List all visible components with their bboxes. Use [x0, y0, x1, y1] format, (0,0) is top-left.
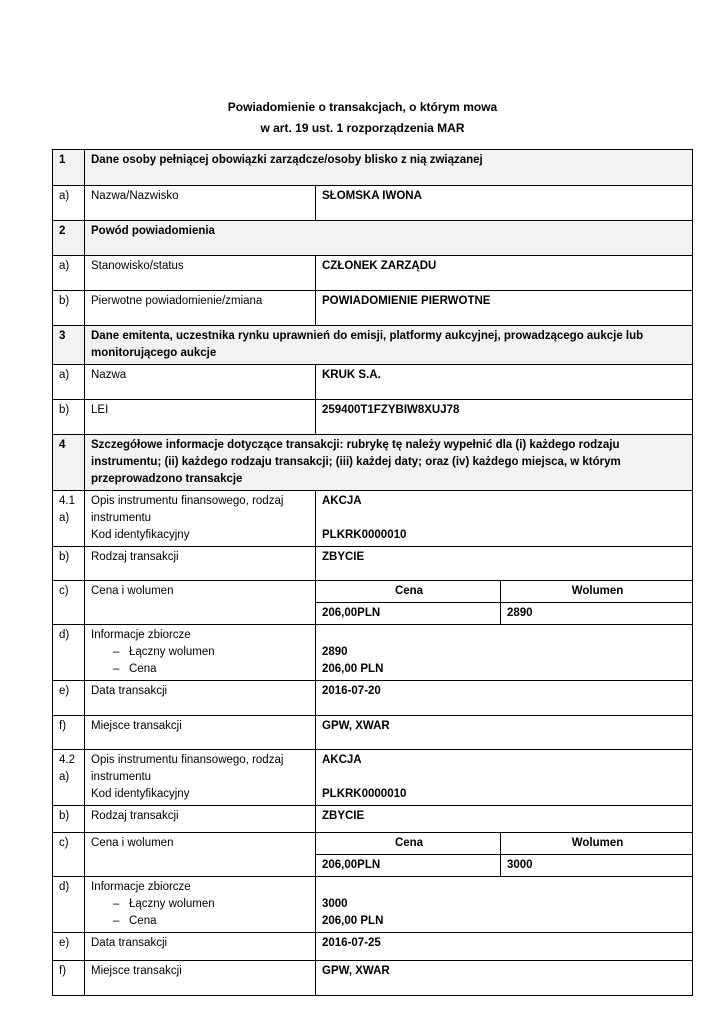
field-value: 2016-07-25 — [316, 933, 693, 961]
section-number: 4 — [53, 435, 85, 491]
section-heading: Powód powiadomienia — [85, 221, 693, 256]
row-name — [53, 186, 693, 221]
tx1-price-volume-header — [53, 581, 693, 603]
field-label: Rodzaj transakcji — [85, 806, 316, 833]
row-issuer-name — [53, 365, 693, 400]
doc-title-line-2: w art. 19 ust. 1 rozporządzenia MAR — [260, 121, 465, 135]
tx1-aggregated-row — [53, 625, 693, 681]
row-key: f) — [53, 716, 85, 750]
field-label: Stanowisko/status — [85, 256, 316, 291]
price-header: Cena — [316, 581, 501, 603]
field-value: 3000 206,00 PLN — [316, 877, 693, 933]
field-value: SŁOMSKA IWONA — [316, 186, 693, 221]
tx2-date-row — [53, 933, 693, 961]
field-value: KRUK S.A. — [316, 365, 693, 400]
section-number: 1 — [53, 150, 85, 186]
section-4-header — [53, 435, 693, 491]
row-position — [53, 256, 693, 291]
field-label: Nazwa — [85, 365, 316, 400]
price-header: Cena — [316, 833, 501, 855]
field-label: Opis instrumentu finansowego, rodzaj instrumentu Kod identyfikacyjny — [85, 491, 316, 547]
section-number: 3 — [53, 326, 85, 365]
field-label: Miejsce transakcji — [85, 716, 316, 750]
field-label: Data transakcji — [85, 933, 316, 961]
tx2-place-row — [53, 961, 693, 996]
row-lei — [53, 400, 693, 435]
section-2-header — [53, 221, 693, 256]
section-heading: Dane emitenta, uczestnika rynku uprawnień do emisji, platformy aukcyjnej, prowadzącego aukcje lub monitorującego aukcje — [85, 326, 693, 365]
tx2-price-volume-header — [53, 833, 693, 855]
row-key: e) — [53, 681, 85, 716]
field-label: Nazwa/Nazwisko — [85, 186, 316, 221]
field-label: Pierwotne powiadomienie/zmiana — [85, 291, 316, 326]
row-key: b) — [53, 806, 85, 833]
field-label: Informacje zbiorcze – Łączny wolumen – Cena — [85, 877, 316, 933]
volume-header: Wolumen — [501, 581, 693, 603]
tx2-aggregated-row — [53, 877, 693, 933]
row-key: d) — [53, 877, 85, 933]
tx1-date-row — [53, 681, 693, 716]
field-label: Informacje zbiorcze – Łączny wolumen – Cena — [85, 625, 316, 681]
field-label: LEI — [85, 400, 316, 435]
price-value: 206,00PLN — [316, 603, 501, 625]
row-key: 4.1 a) — [53, 491, 85, 547]
price-value: 206,00PLN — [316, 855, 501, 877]
tx1-instrument-row — [53, 491, 693, 547]
row-key: a) — [53, 365, 85, 400]
field-label: Opis instrumentu finansowego, rodzaj instrumentu Kod identyfikacyjny — [85, 750, 316, 806]
row-key: e) — [53, 933, 85, 961]
section-3-header — [53, 326, 693, 365]
field-value: 2890 206,00 PLN — [316, 625, 693, 681]
volume-value: 3000 — [501, 855, 693, 877]
field-value: POWIADOMIENIE PIERWOTNE — [316, 291, 693, 326]
field-label: Miejsce transakcji — [85, 961, 316, 996]
field-value: 2016-07-20 — [316, 681, 693, 716]
field-label: Cena i wolumen — [85, 833, 316, 877]
tx2-instrument-row — [53, 750, 693, 806]
field-value: GPW, XWAR — [316, 716, 693, 750]
field-value: CZŁONEK ZARZĄDU — [316, 256, 693, 291]
tx2-type-row — [53, 806, 693, 833]
field-value: 259400T1FZYBIW8XUJ78 — [316, 400, 693, 435]
field-value: GPW, XWAR — [316, 961, 693, 996]
row-key: 4.2 a) — [53, 750, 85, 806]
row-key: a) — [53, 186, 85, 221]
field-value: AKCJA PLKRK0000010 — [316, 750, 693, 806]
row-key: b) — [53, 291, 85, 326]
section-number: 2 — [53, 221, 85, 256]
section-heading: Dane osoby pełniącej obowiązki zarządcze/osoby blisko z nią związanej — [85, 150, 693, 186]
tx1-type-row — [53, 547, 693, 581]
row-key: c) — [53, 833, 85, 877]
row-key: b) — [53, 547, 85, 581]
section-heading: Szczegółowe informacje dotyczące transakcji: rubrykę tę należy wypełnić dla (i) każdego rodzaju instrumentu; (ii) każdego rodzaju transakcji; (iii) każdej daty; oraz (iv) każdego miejsca, w którym przeprowadzono transakcje — [85, 435, 693, 491]
volume-value: 2890 — [501, 603, 693, 625]
row-key: a) — [53, 256, 85, 291]
doc-title-line-1: Powiadomienie o transakcjach, o którym mowa — [227, 100, 498, 114]
field-value: ZBYCIE — [316, 806, 693, 833]
field-label: Rodzaj transakcji — [85, 547, 316, 581]
section-1-header — [53, 150, 693, 186]
tx1-place-row — [53, 716, 693, 750]
notification-form — [52, 149, 693, 996]
field-value: ZBYCIE — [316, 547, 693, 581]
row-key: b) — [53, 400, 85, 435]
volume-header: Wolumen — [501, 833, 693, 855]
row-key: c) — [53, 581, 85, 625]
field-value: AKCJA PLKRK0000010 — [316, 491, 693, 547]
field-label: Data transakcji — [85, 681, 316, 716]
row-notification-type — [53, 291, 693, 326]
row-key: f) — [53, 961, 85, 996]
row-key: d) — [53, 625, 85, 681]
field-label: Cena i wolumen — [85, 581, 316, 625]
